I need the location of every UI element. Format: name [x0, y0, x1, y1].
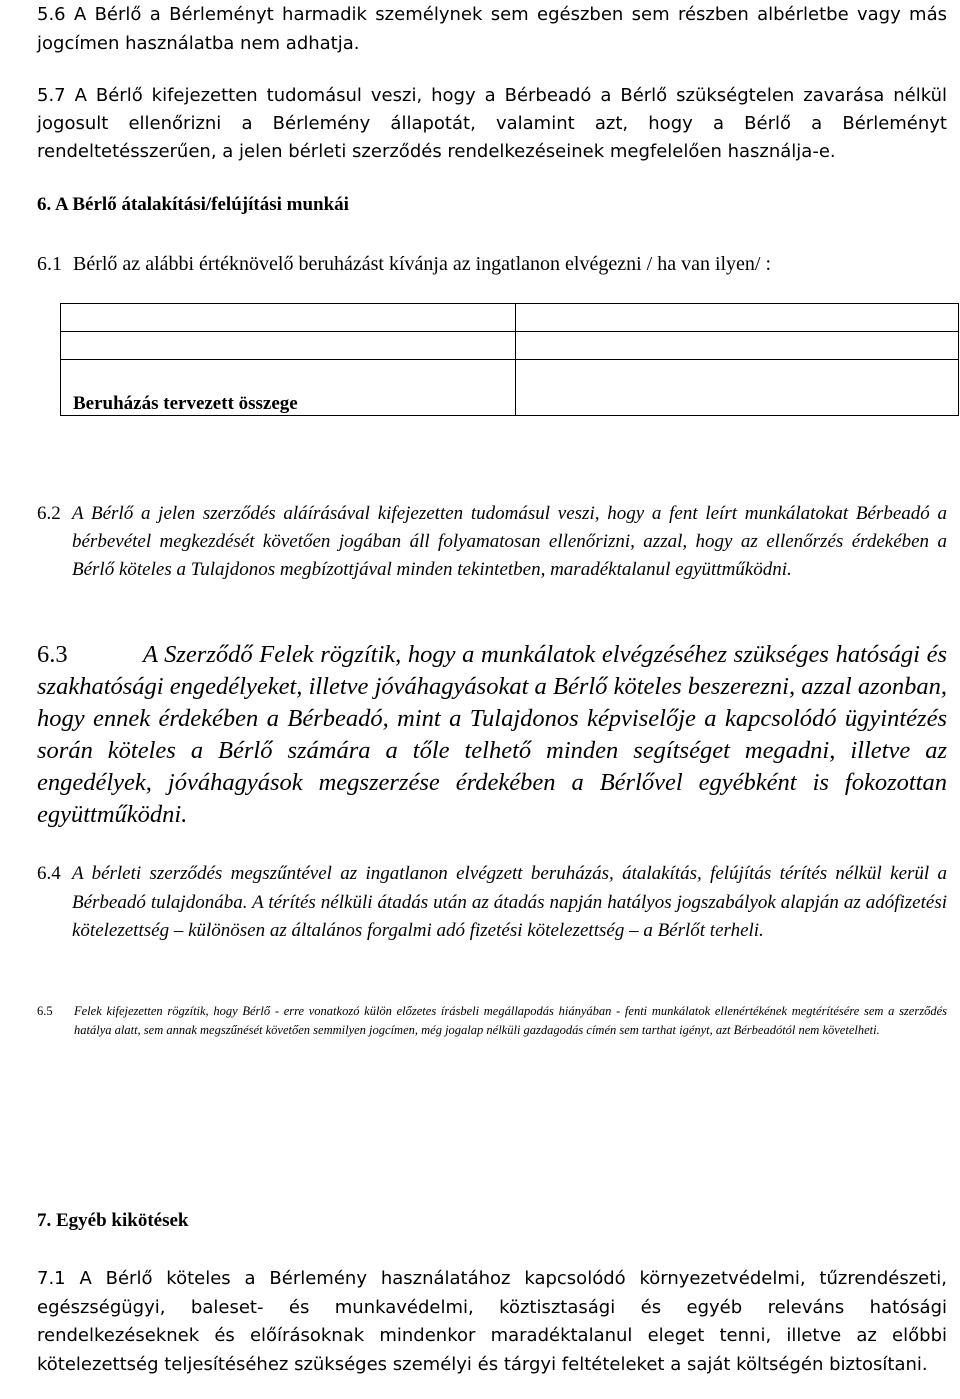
paragraph-number: 6.2 — [37, 503, 61, 524]
paragraph-text: A bérleti szerződés megszűntével az ingatlanon elvégzett beruházás, átalakítás, felújítás térítés nélkül kerül a Bérbeadó tulajdonába. A térítés nélküli átadás után az átadás napján hatályos jogszabályok alapján az adófizetési kötelezettség – különösen az általános forgalmi adó fizetési kötelezettség – a Bérlőt terheli. — [72, 863, 947, 941]
table-row — [61, 304, 959, 332]
section-heading-7: 7. Egyéb kikötések — [37, 1210, 189, 1231]
paragraph-6-1 — [37, 250, 771, 278]
investment-table — [60, 303, 959, 416]
table-cell[interactable] — [516, 304, 959, 332]
section-heading-6: 6. A Bérlő átalakítási/felújítási munkái — [37, 194, 349, 215]
paragraph-number: 6.5 — [37, 1004, 53, 1018]
paragraph-7-1: 7.1 A Bérlő köteles a Bérlemény használatához kapcsolódó környezetvédelmi, tűzrendészeti, egészségügyi, baleset- és munkavédelmi, köztisztasági és egyéb releváns hatósági rendelkezéseknek és előírásoknak mindenkor maradéktalanul eleget tenni, illetve az előbbi kötelezettség teljesítéséhez szükséges személyi és tárgyi feltételeket a saját költségén biztosítani. — [37, 1268, 947, 1375]
table-row — [61, 332, 959, 360]
paragraph-5-7: 5.7 A Bérlő kifejezetten tudomásul veszi, hogy a Bérbeadó a Bérlő szükségtelen zavarása nélkül jogosult ellenőrizni a Bérlemény állapotát, valamint azt, hogy a Bérlő a Bérleményt rendeltetésszerűen, a jelen bérleti szerződés rendelkezéseinek megfelelően használja-e. — [37, 85, 947, 162]
paragraph-text: Bérlő az alábbi értéknövelő beruházást kívánja az ingatlanon elvégezni / ha van ilyen/ : — [73, 253, 772, 275]
paragraph-6-5 — [37, 1002, 947, 1040]
paragraph-6-4 — [37, 860, 947, 946]
table-cell[interactable] — [61, 332, 516, 360]
table-row — [61, 360, 959, 416]
table-cell[interactable] — [516, 332, 959, 360]
investment-amount-label: Beruházás tervezett összege — [61, 360, 516, 416]
paragraph-6-3 — [37, 639, 947, 831]
paragraph-number: 6.3 — [37, 641, 68, 668]
paragraph-6-2 — [37, 500, 947, 584]
paragraph-text: Felek kifejezetten rögzítik, hogy Bérlő - erre vonatkozó külön előzetes írásbeli megállapodás hiányában - fenti munkálatok ellenértékének megtérítésére sem a szerződés hatálya alatt, sem annak megszűnését követően semmilyen jogcímen, még jogalap nélküli gazdagodás címén sem tarthat igényt, azt Bérbeadótól nem követelheti. — [74, 1004, 947, 1037]
paragraph-text: A Szerződő Felek rögzítik, hogy a munkálatok elvégzéséhez szükséges hatósági és szakhatósági engedélyeket, illetve jóváhagyásokat a Bérlő köteles beszerezni, azzal azonban, hogy ennek érdekében a Bérbeadó, mint a Tulajdonos képviselője a kapcsolódó ügyintézés során köteles a Bérlő számára a tőle telhető minden segítséget megadni, illetve az engedélyek, jóváhagyások megszerzése érdekében a Bérlővel egyébként is fokozottan együttműködni. — [37, 641, 947, 828]
investment-amount-value[interactable] — [516, 360, 959, 416]
paragraph-number: 6.4 — [37, 863, 61, 884]
table-cell[interactable] — [61, 304, 516, 332]
paragraph-text: A Bérlő a jelen szerződés aláírásával kifejezetten tudomásul veszi, hogy a fent leírt munkálatokat Bérbeadó a bérbevétel megkezdését követően jogában áll folyamatosan ellenőrizni, azzal, hogy az ellenőrzés érdekében a Bérlő köteles a Tulajdonos megbízottjával minden tekintetben, maradéktalanul együttműködni. — [72, 503, 947, 580]
paragraph-5-6: 5.6 A Bérlő a Bérleményt harmadik személynek sem egészben sem részben albérletbe vagy más jogcímen használatba nem adhatja. — [37, 4, 947, 54]
paragraph-number: 6.1 — [37, 253, 62, 275]
